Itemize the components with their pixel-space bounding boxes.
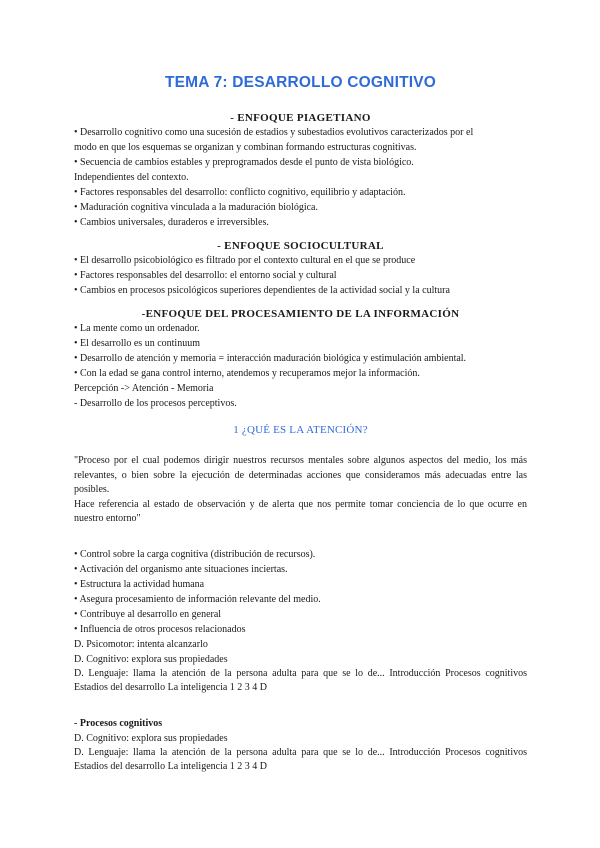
text-line: • El desarrollo es un continuum [74,338,200,349]
text-line: D. Cognitivo: explora sus propiedades [74,732,228,744]
text-line: • Maduración cognitiva vinculada a la maduración biológica. [74,202,318,213]
section-heading: 1 ¿QUÉ ES LA ATENCIÓN? [233,424,368,436]
section-procesos-cognitivos [74,716,527,775]
text-line: • Desarrollo de atención y memoria = interacción maduración biológica y estimulación ambiental. [74,353,467,364]
text-line: • Factores responsables del desarrollo: conflicto cognitivo, equilibrio y adaptación. [74,187,406,198]
text-line: • Secuencia de cambios estables y preprogramados desde el punto de vista biológico. [74,157,414,168]
definition-quote: Hace referencia al estado de observación y de alerta que nos permite tomar conciencia de lo que ocurre en nuestro entorno" [74,498,527,524]
section-heading: -ENFOQUE DEL PROCESAMIENTO DE LA INFORMACIÓN [141,308,460,320]
text-paragraph: D. Lenguaje: llama la atención de la persona adulta para que se lo de... Introducción Procesos cognitivos Estadios del desarrollo La inteligencia 1 2 3 4 D [74,746,527,772]
text-line: Independientes del contexto. [74,172,189,183]
text-line: modo en que los esquemas se organizan y combinan formando estructuras cognitivas. [74,142,417,153]
text-line: • Desarrollo cognitivo como una sucesión de estadios y subestadios evolutivos caracterizados por el [74,127,474,138]
text-line: • El desarrollo psicobiológico es filtrado por el contexto cultural en el que se produce [74,255,416,266]
text-line: • Cambios en procesos psicológicos superiores dependientes de la actividad social y la cultura [74,285,450,296]
text-line: • Con la edad se gana control interno, atendemos y recuperamos mejor la información. [74,368,420,379]
text-line: Percepción -> Atención - Memoria [74,383,214,394]
text-line: • Estructura la actividad humana [74,578,205,590]
heading-label: Procesos cognitivos [79,717,163,729]
text-line: - Desarrollo de los procesos perceptivos. [74,398,237,409]
text-line: • Influencia de otros procesos relacionados [74,623,246,635]
section-heading: - ENFOQUE SOCIOCULTURAL [217,240,384,252]
section-heading [74,716,527,731]
text-paragraph: D. Lenguaje: llama la atención de la persona adulta para que se lo de... Introducción Procesos cognitivos Estadios del desarrollo La inteligencia 1 2 3 4 D [74,667,527,693]
definition-quote: "Proceso por el cual podemos dirigir nuestros recursos mentales sobre algunos aspectos del medio, los más relevantes, o bien sobre la ejecución de determinadas acciones que consideramos más adecuadas entre las posibles. [74,455,527,495]
section-piagetiano [74,112,527,230]
text-line: • Activación del organismo ante situaciones inciertas. [74,563,288,575]
text-line: D. Cognitivo: explora sus propiedades [74,653,228,665]
text-line: • Control sobre la carga cognitiva (distribución de recursos). [74,548,316,560]
text-line: • Factores responsables del desarrollo: el entorno social y cultural [74,270,337,281]
text-line: • Cambios universales, duraderos e irreversibles. [74,217,269,228]
section-atencion [74,424,527,696]
section-heading: - ENFOQUE PIAGETIANO [230,112,371,124]
page-title: TEMA 7: DESARROLLO COGNITIVO [164,74,437,91]
section-sociocultural [74,240,527,298]
text-line: • La mente como un ordenador. [74,323,200,334]
text-line: D. Psicomotor: intenta alcanzarlo [74,638,208,650]
text-line: • Contribuye al desarrollo en general [74,608,222,620]
section-procesamiento [74,308,527,411]
text-line: • Asegura procesamiento de información relevante del medio. [74,593,321,605]
heading-prefix: - [74,717,80,729]
